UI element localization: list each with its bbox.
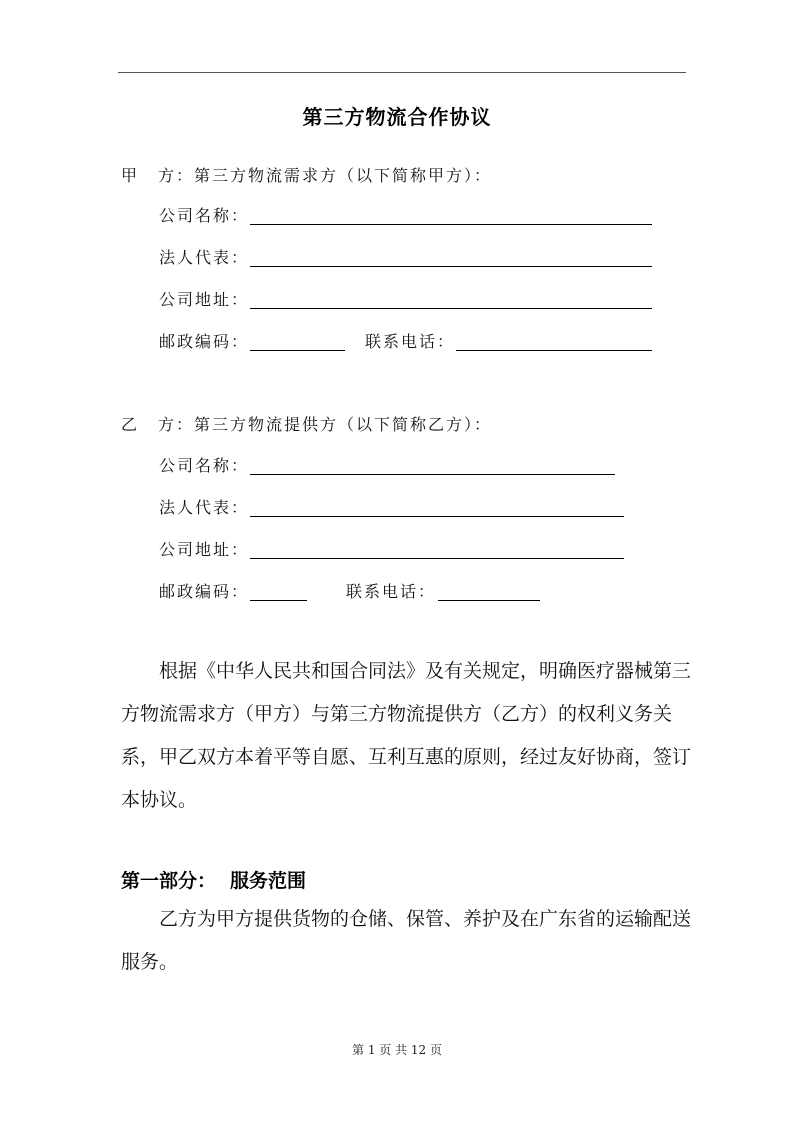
party-b-address-label: 公司地址： [159,540,250,559]
party-a-heading [121,163,492,186]
party-b-phone-label: 联系电话： [346,582,437,601]
party-a-phone-label: 联系电话： [365,332,456,351]
party-b-address-blank[interactable] [250,538,624,559]
page-footer: 第 1 页 共 12 页 [352,1043,442,1057]
party-b-postcode-blank[interactable] [250,580,307,601]
party-b-heading-text: 方：第三方物流提供方（以下简称乙方）： [158,415,493,434]
party-a-address-label: 公司地址： [159,290,250,309]
section-1-heading [121,866,306,893]
party-a-tag: 甲 [121,166,140,185]
party-b-legal-rep-label: 法人代表： [159,498,250,517]
preamble-paragraph: 根据《中华人民共和国合同法》及有关规定，明确医疗器械第三方物流需求方（甲方）与第三方物流提供方（乙方）的权利义务关系，甲乙双方本着平等自愿、互利互惠的原则，经过友好协商，签订本协议。 [121,660,692,811]
section-1-number: 第一部分： [121,870,217,892]
section-1-title: 服务范围 [230,870,307,892]
party-b-postcode-label: 邮政编码： [159,582,250,601]
party-a-legal-rep-blank[interactable] [250,246,652,267]
party-a-company-name-label: 公司名称： [159,206,250,225]
header-rule [118,72,686,73]
party-b-phone-blank[interactable] [438,580,540,601]
party-b-heading [121,412,492,435]
party-a-postcode-label: 邮政编码： [159,332,250,351]
party-b-company-name-blank[interactable] [250,454,615,475]
party-a-address-blank[interactable] [250,288,652,309]
party-a-heading-text: 方：第三方物流需求方（以下简称甲方）： [158,166,493,185]
party-b-legal-rep-blank[interactable] [250,496,624,517]
party-a-phone-blank[interactable] [456,330,652,351]
party-b-company-name-label: 公司名称： [159,456,250,475]
party-a-company-name-blank[interactable] [250,204,652,225]
party-a-legal-rep-label: 法人代表： [159,248,250,267]
document-title: 第三方物流合作协议 [302,105,492,129]
party-b-tag: 乙 [121,415,140,434]
section-1-body: 乙方为甲方提供货物的仓储、保管、养护及在广东省的运输配送服务。 [121,908,692,973]
party-a-postcode-blank[interactable] [250,330,345,351]
